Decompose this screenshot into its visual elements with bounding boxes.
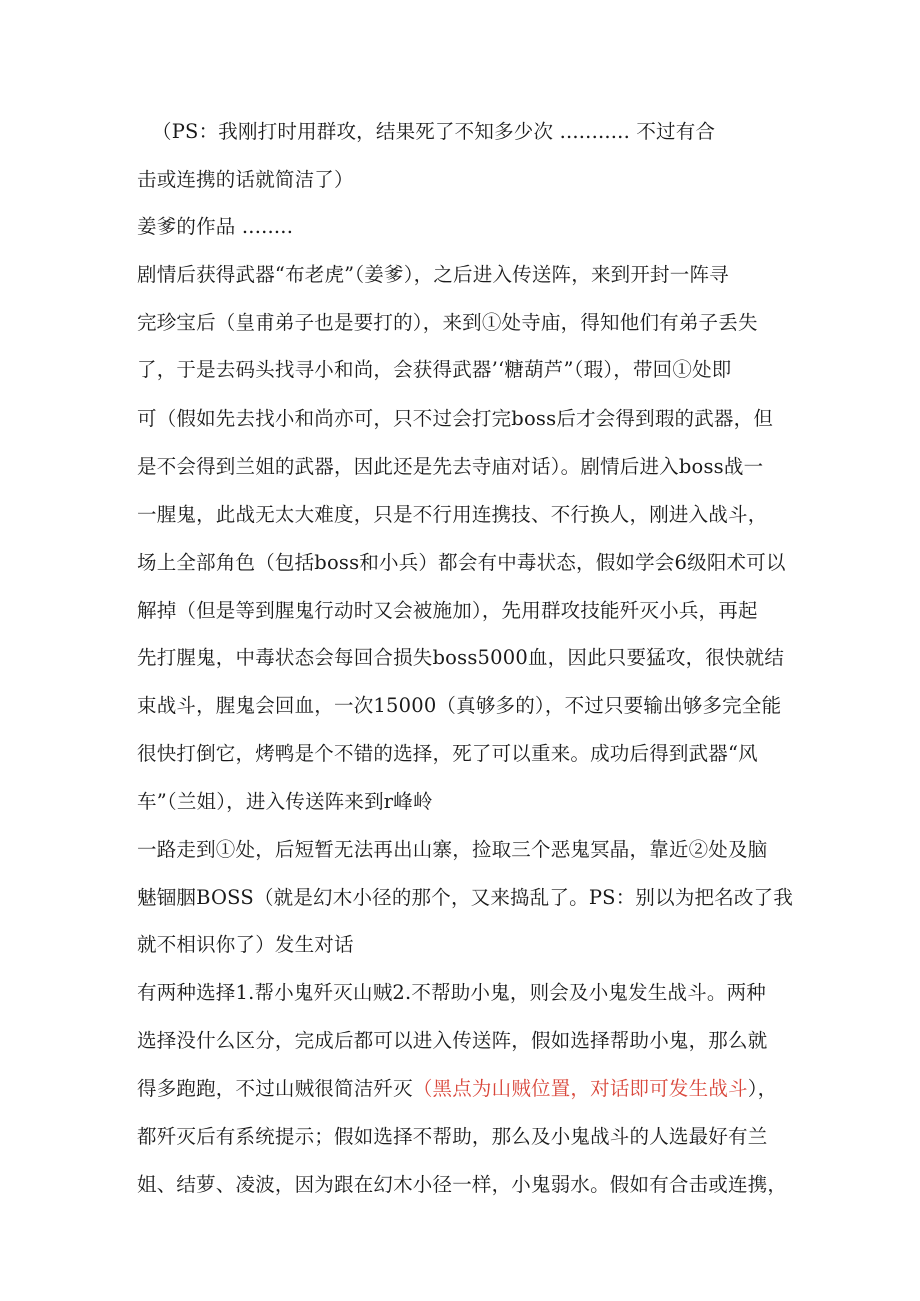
paragraph-line: 击或连携的话就简洁了）	[137, 168, 354, 191]
paragraph-line: 一路走到①处，后短暂无法再出山寨，捡取三个恶鬼冥晶，靠近②处及脑	[137, 838, 768, 861]
paragraph-line-with-note	[137, 1074, 777, 1104]
paragraph-line: 完珍宝后（皇甫弟子也是要打的），来到①处寺庙，得知他们有弟子丢失	[137, 311, 758, 334]
line-text-tail: ），	[747, 1077, 778, 1100]
paragraph-line: 先打腥鬼，中毒状态会每回合损失boss5000血，因此只要猛攻，很快就结	[137, 646, 785, 669]
paragraph-line: 车”（兰姐），进入传送阵来到r峰岭	[137, 790, 433, 813]
line-text: 得多跑跑，不过山贼很简洁歼灭	[137, 1077, 413, 1100]
paragraph-line: 就不相识你了）发生对话	[137, 933, 354, 956]
paragraph-line: 剧情后获得武器“布老虎”（姜爹），之后进入传送阵，来到开封一阵寻	[137, 263, 729, 286]
paragraph-line: 选择没什么区分，完成后都可以进入传送阵，假如选择帮助小鬼，那么就	[137, 1029, 768, 1052]
paragraph-line: 魅锢胭BOSS（就是幻木小径的那个，又来捣乱了。PS：别以为把名改了我	[137, 886, 794, 909]
red-annotation: （黑点为山贼位置，对话即可发生战斗	[412, 1077, 748, 1100]
paragraph-line: （PS：我刚打时用群攻，结果死了不知多少次 ........... 不过有合	[152, 120, 716, 143]
paragraph-line: 是不会得到兰姐的武器，因此还是先去寺庙对话）。剧情后进入boss战一	[137, 455, 764, 478]
paragraph-line: 一腥鬼，此战无太大难度，只是不行用连携技、不行换人，刚进入战斗，	[137, 503, 768, 526]
paragraph-line: 场上全部角色（包括boss和小兵）都会有中毒状态，假如学会6级阳术可以	[137, 551, 786, 574]
paragraph-line: 解掉（但是等到腥鬼行动时又会被施加），先用群攻技能歼灭小兵，再起	[137, 599, 758, 622]
paragraph-line: 有两种选择1.帮小鬼歼灭山贼2.不帮助小鬼，则会及小鬼发生战斗。两种	[137, 981, 767, 1004]
paragraph-line: 可（假如先去找小和尚亦可，只不过会打完boss后才会得到瑕的武器，但	[137, 407, 774, 430]
paragraph-line: 姐、结萝、凌波，因为跟在幻木小径一样，小鬼弱水。假如有合击或连携，	[137, 1173, 788, 1196]
paragraph-line: 了，于是去码头找寻小和尚，会获得武器’‘糖葫芦”（瑕），带回①处即	[137, 358, 732, 381]
paragraph-line: 束战斗，腥鬼会回血，一次15000（真够多的），不过只要输出够多完全能	[137, 694, 782, 717]
paragraph-line: 姜爹的作品 ........	[137, 215, 294, 238]
paragraph-line: 都歼灭后有系统提示；假如选择不帮助，那么及小鬼战斗的人选最好有兰	[137, 1125, 768, 1148]
paragraph-line: 很快打倒它，烤鸭是个不错的选择，死了可以重来。成功后得到武器“风	[137, 742, 758, 765]
